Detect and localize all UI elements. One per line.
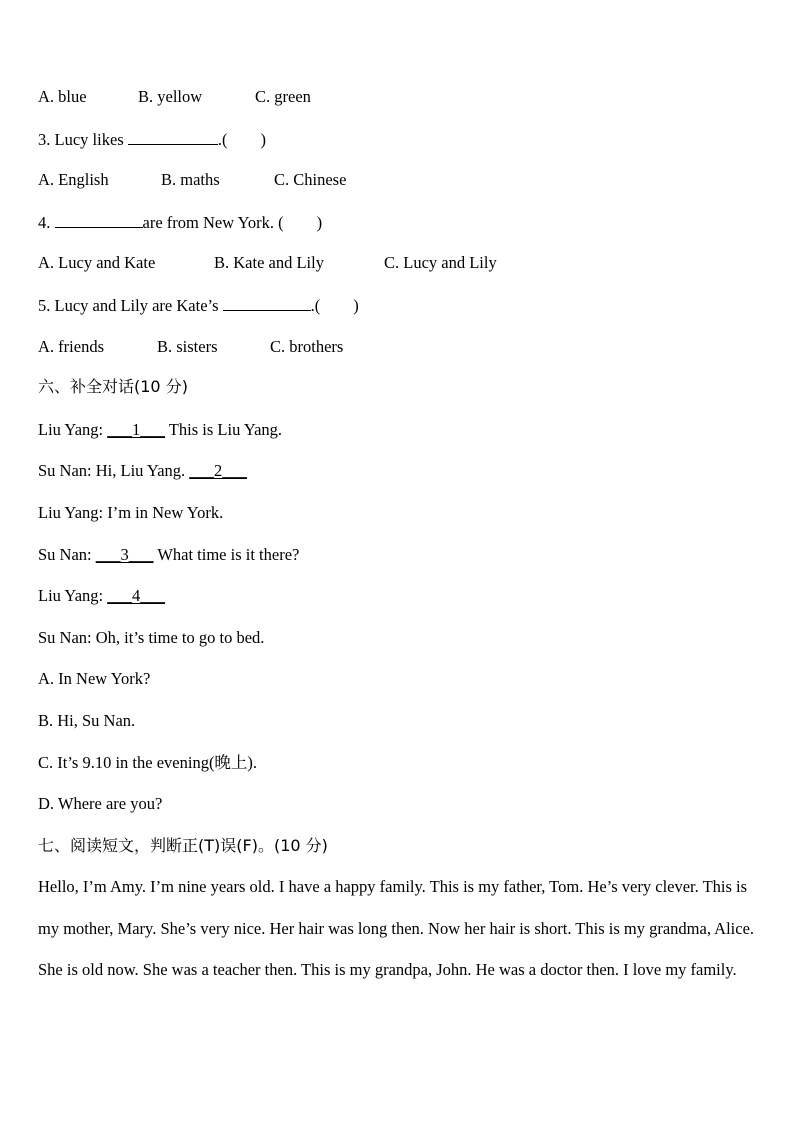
reading-passage: Hello, I’m Amy. I’m nine years old. I have a happy family. This is my father, Tom. He’s very clever. This is my mother, Mary. She’s very nice. Her hair was long then. Now her hair is short. This is my grandma, Alice. She is old now. She was a teacher then. This is my grandpa, John. He was a doctor then. I love my family. [38, 877, 755, 980]
q3-prefix: 3. Lucy likes [38, 130, 128, 149]
speaker: Liu Yang: [38, 420, 108, 439]
q3-option-c: C. Chinese [274, 170, 347, 189]
section-7-title: 七、阅读短文，判断正(T)误(F)。(10 分) [38, 836, 328, 855]
dialogue-text: What time is it there? [153, 545, 300, 564]
dialogue-option-a: A. In New York? [38, 669, 151, 688]
q3-option-b: B. maths [161, 170, 220, 189]
q4-suffix: are from New York. ( ) [142, 213, 323, 232]
dialogue-option-b: B. Hi, Su Nan. [38, 711, 136, 730]
dialogue-line-2 [38, 460, 247, 482]
question-3 [38, 128, 266, 151]
q5-option-b: B. sisters [157, 337, 218, 356]
q5-suffix: .( ) [310, 296, 359, 315]
question-4 [38, 211, 322, 234]
q3-option-a: A. English [38, 170, 109, 189]
dialogue-option-d: D. Where are you? [38, 794, 163, 813]
q3-suffix: .( ) [217, 130, 266, 149]
dialogue-line-3 [38, 502, 223, 524]
dialogue-text: Oh, it’s time to go to bed. [95, 628, 265, 647]
speaker: Liu Yang: [38, 503, 108, 522]
answer-blank-1: ___1___ [107, 420, 165, 439]
dialogue-line-1 [38, 419, 282, 441]
answer-blank-4: ___4___ [107, 586, 165, 605]
dialogue-line-6 [38, 627, 264, 649]
q5-option-c: C. brothers [270, 337, 344, 356]
q4-option-a: A. Lucy and Kate [38, 253, 156, 272]
q4-option-c: C. Lucy and Lily [384, 253, 497, 272]
q2-option-b: B. yellow [138, 87, 203, 106]
section-6-title: 六、补全对话(10 分) [38, 377, 188, 396]
answer-blank-3: ___3___ [95, 545, 154, 564]
speaker: Su Nan: [38, 545, 96, 564]
answer-blank-2: ___2___ [189, 461, 248, 480]
q5-option-a: A. friends [38, 337, 104, 356]
q4-option-b: B. Kate and Lily [214, 253, 324, 272]
question-5 [38, 294, 359, 317]
answer-blank [223, 294, 311, 311]
speaker: Liu Yang: [38, 586, 108, 605]
dialogue-line-5 [38, 585, 165, 607]
answer-blank [55, 211, 143, 228]
dialogue-text: Hi, Liu Yang. [95, 461, 190, 480]
speaker: Su Nan: [38, 628, 96, 647]
dialogue-line-4 [38, 544, 299, 566]
dialogue-option-c: C. It’s 9.10 in the evening(晚上). [38, 753, 258, 772]
q2-option-a: A. blue [38, 87, 87, 106]
dialogue-text: I’m in New York. [107, 503, 224, 522]
speaker: Su Nan: [38, 461, 96, 480]
dialogue-text: This is Liu Yang. [164, 420, 283, 439]
answer-blank [128, 128, 218, 145]
q4-prefix: 4. [38, 213, 55, 232]
q2-option-c: C. green [255, 87, 311, 106]
q5-prefix: 5. Lucy and Lily are Kate’s [38, 296, 223, 315]
